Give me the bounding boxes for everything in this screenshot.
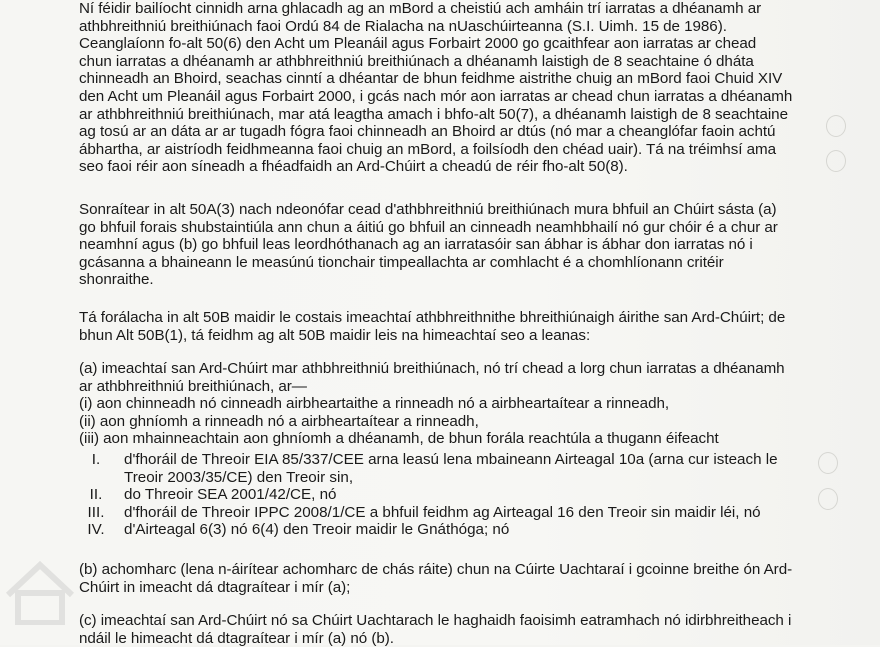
- text-line: Ní féidir bailíocht cinnidh arna ghlacadh ag an mBord a cheistiú ach amháin trí iarratas a dhéanamh ar: [79, 0, 762, 17]
- text-line: athbhreithniú breithiúnach faoi Ordú 84 de Rialacha na nUaschúirteanna (S.I. Uimh. 15 de 1986).: [79, 17, 727, 35]
- text-line: gcásanna a bhaineann le measúnú tionchair timpeallachta ar comhlacht é a chomhlíonann critéir: [79, 253, 724, 271]
- punch-hole: [818, 452, 838, 474]
- paragraph-2: [79, 201, 819, 289]
- house-logo-watermark-icon: [0, 535, 80, 625]
- paragraph-3: [79, 309, 819, 344]
- text-line: shonraithe.: [79, 271, 154, 289]
- text-line: neamhní agus (b) go bhfuil leas leordhóthanach ag an iarratasóir san ábhar is ábhar don iarratas nó i: [79, 236, 753, 254]
- roman-numeral: III.: [87, 503, 105, 521]
- text-line: den Acht um Pleanáil agus Forbairt 2000, i gcás nach mór aon iarratas ar chead chun iarratas a dhéanamh: [79, 87, 793, 105]
- list-item-a: [79, 360, 819, 448]
- roman-numeral: II.: [89, 486, 103, 503]
- text-line: (ii) aon ghníomh a rinneadh nó a airbheartaítear a rinneadh,: [79, 412, 479, 430]
- punch-hole: [826, 150, 846, 172]
- roman-text: d'fhoráil de Threoir IPPC 2008/1/CE a bhfuil feidhm ag Airteagal 16 den Treoir sin maidir léi, nó: [124, 503, 761, 521]
- text-line: (iii) aon mhainneachtain aon ghníomh a dhéanamh, de bhun forála reachtúla a thugann éifeacht: [79, 430, 719, 448]
- list-item-b: [79, 561, 819, 596]
- text-line: seo faoi réir aon síneadh a fhéadfaidh an Ard-Chúirt a cheadú de réir fho-alt 50(8).: [79, 158, 628, 176]
- text-line: ndáil le himeacht dá dtagraítear i mír (a) nó (b).: [79, 629, 394, 647]
- punch-hole: [826, 115, 846, 137]
- text-line: ar athbhreithniú breithiúnach, ar—: [79, 377, 307, 395]
- paragraph-1: [79, 0, 819, 176]
- text-line: Tá forálacha in alt 50B maidir le costais imeachtaí athbhreithnithe bhreithiúnaigh áirithe san Ard-Chúirt; de: [79, 309, 786, 326]
- text-line: chun iarratas a dhéanamh ar athbhreithniú breithiúnach a dhéanamh laistigh de 8 seachtaine ó dháta: [79, 52, 754, 70]
- text-line: chinneadh an Bhoird, seachas cinntí a dhéantar de bhun feidhme aistrithe chuig an mBord faoi Chuid XIV: [79, 70, 783, 88]
- text-line: (i) aon chinneadh nó cinneadh airbheartaithe a rinneadh nó a airbheartaítear a rinneadh,: [79, 395, 670, 413]
- text-line: Sonraítear in alt 50A(3) nach ndeonófar cead d'athbhreithniú breithiúnach mura bhfuil an Chúirt sásta (a): [79, 201, 777, 218]
- text-line: bhun Alt 50B(1), tá feidhm ag alt 50B maidir leis na himeachtaí seo a leanas:: [79, 326, 591, 344]
- roman-numeral: IV.: [87, 521, 105, 538]
- roman-text: do Threoir SEA 2001/42/CE, nó: [124, 486, 337, 503]
- list-item-c: [79, 612, 819, 647]
- text-line: (a) imeachtaí san Ard-Chúirt mar athbhreithniú breithiúnach, nó trí chead a lorg chun iarratas a dhéanamh: [79, 360, 785, 377]
- text-line: Ceanglaíonn fo-alt 50(6) den Acht um Pleanáil agus Forbairt 2000 go gcaithfear aon iarratas ar chead: [79, 35, 757, 53]
- roman-text: d'Airteagal 6(3) nó 6(4) den Treoir maidir le Gnáthóga; nó: [124, 521, 510, 538]
- roman-text: d'fhoráil de Threoir EIA 85/337/CEE arna leasú lena mbaineann Airteagal 10a (arna cur isteach le: [124, 451, 778, 468]
- roman-numeral: I.: [91, 451, 101, 468]
- text-line: Chúirt in imeacht dá dtagraítear i mír (a);: [79, 578, 351, 596]
- punch-hole: [818, 488, 838, 510]
- text-line: ar athbhreithniú breithiúnach, mar atá leagtha amach i bhfo-alt 50(7), a dhéanamh laistigh de 8 seachtaine: [79, 105, 788, 123]
- text-line: ábhartha, ar aistríodh feidhmeanna faoi chuig an mBord, a foilsíodh den chéad uair). Tá na tréimhsí ama: [79, 140, 776, 158]
- text-line: (b) achomharc (lena n-áirítear achomharc de chás ráite) chun na Cúirte Uachtaraí i gcoinne breithe ón Ard-: [79, 561, 793, 578]
- roman-text: Treoir 2003/35/CE) den Treoir sin,: [124, 468, 354, 486]
- text-line: go bhfuil forais shubstaintiúla ann chun a áitiú go bhfuil an cinneadh neamhbhailí nó gur chóir é a chur ar: [79, 218, 778, 236]
- text-line: (c) imeachtaí san Ard-Chúirt nó sa Chúirt Uachtarach le haghaidh faoisimh eatramhach nó idirbhreitheach i: [79, 612, 792, 629]
- text-line: ag tosú ar an dáta ar ar tugadh fógra faoi chinneadh an Bhoird ar dtús (nó mar a cheanglófar faoin achtú: [79, 123, 776, 141]
